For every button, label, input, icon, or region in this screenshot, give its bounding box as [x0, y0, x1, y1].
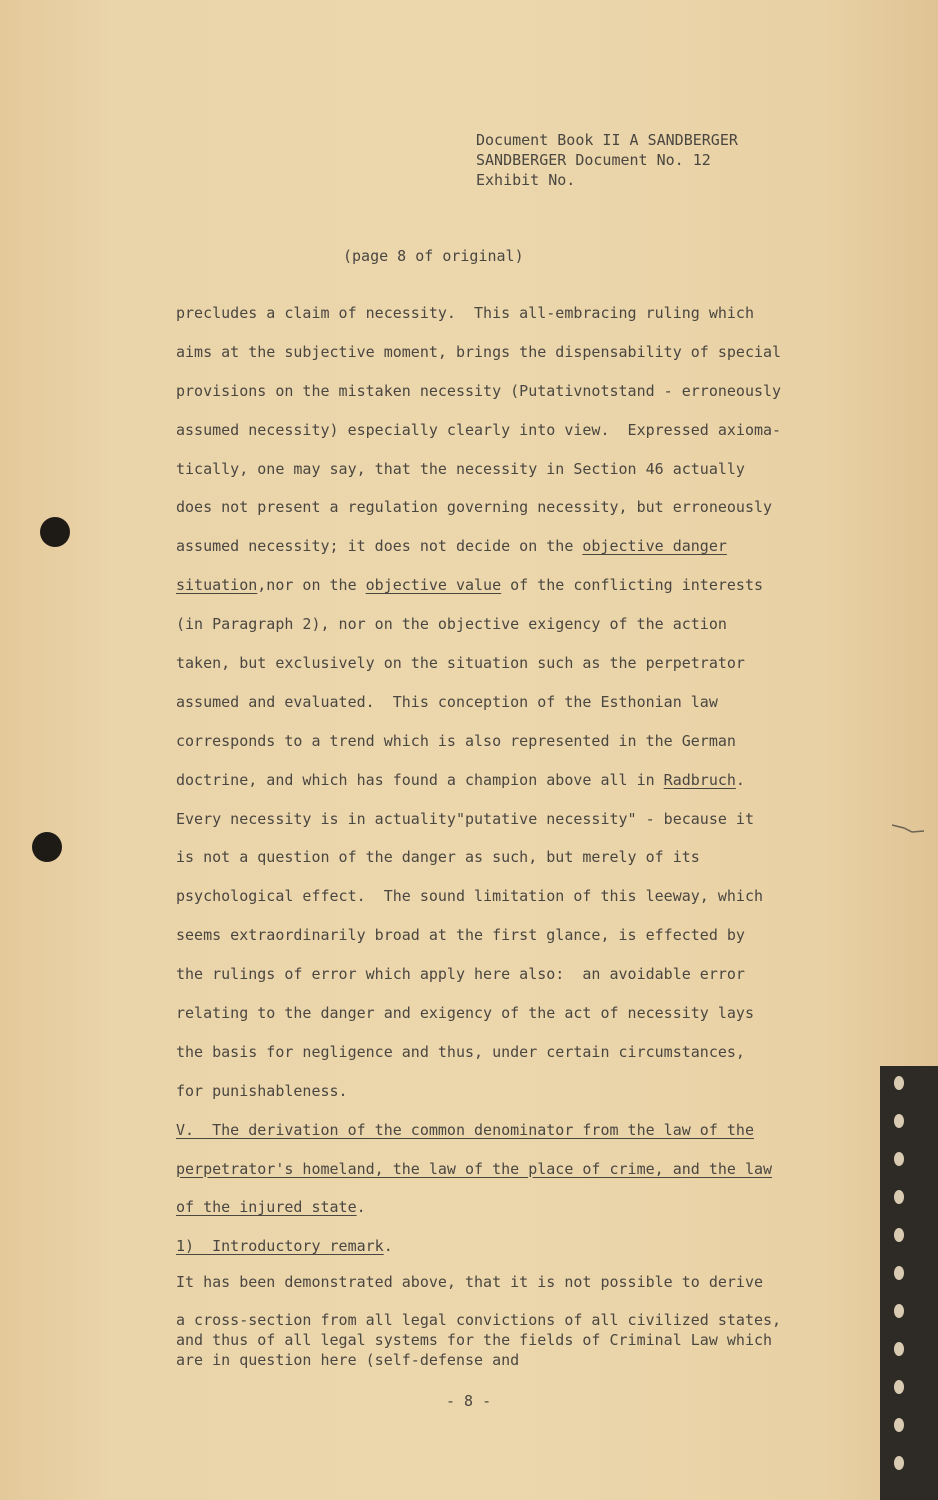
text-line	[176, 572, 836, 611]
text-line: seems extraordinarily broad at the first glance, is effected by	[176, 926, 745, 945]
text-line: assumed necessity) especially clearly into view. Expressed axioma-	[176, 420, 782, 439]
text-line: aims at the subjective moment, brings the dispensability of special	[176, 342, 782, 361]
text-line: corresponds to a trend which is also represented in the German	[176, 731, 736, 750]
underlined-name: Radbruch	[663, 770, 736, 789]
section-heading: of the injured state	[176, 1198, 357, 1217]
text-line: are in question here (self-defense and	[176, 1351, 520, 1370]
binding-hole	[894, 1342, 904, 1356]
text-line: psychological effect. The sound limitation of this leeway, which	[176, 887, 763, 906]
punch-hole-bottom	[32, 832, 62, 862]
header-line-document: SANDBERGER Document No. 12	[476, 151, 711, 169]
text-line: for punishableness.	[176, 1081, 348, 1100]
binding-hole	[894, 1152, 904, 1166]
binding-hole	[894, 1076, 904, 1090]
text-line: It has been demonstrated above, that it is not possible to derive	[176, 1273, 763, 1292]
section-heading-line	[176, 1156, 836, 1195]
text-line: taken, but exclusively on the situation such as the perpetrator	[176, 654, 745, 673]
text-line: does not present a regulation governing necessity, but erroneously	[176, 498, 773, 517]
text-segment: ,nor on the	[257, 576, 366, 595]
section-heading: V. The derivation of the common denominator from the law of the	[176, 1120, 754, 1139]
text-line: the rulings of error which apply here also: an avoidable error	[176, 965, 745, 984]
header-line-exhibit: Exhibit No.	[476, 171, 576, 189]
binding-hole	[894, 1114, 904, 1128]
text-line: and thus of all legal systems for the fields of Criminal Law which	[176, 1331, 773, 1350]
paragraph-gap	[176, 1292, 836, 1310]
subsection-heading: 1) Introductory remark	[176, 1237, 384, 1256]
punch-hole-top	[40, 517, 70, 547]
binding-hole	[894, 1190, 904, 1204]
text-line	[176, 533, 836, 572]
document-body	[176, 300, 836, 1370]
text-segment: .	[383, 1237, 393, 1256]
section-heading-line	[176, 1194, 836, 1233]
text-segment: assumed necessity; it does not decide on the	[176, 537, 583, 556]
page-number: - 8 -	[446, 1392, 492, 1410]
text-line: Every necessity is in actuality"putative necessity" - because it	[176, 809, 754, 828]
pencil-mark	[890, 822, 926, 834]
binding-strip	[880, 1066, 938, 1500]
text-segment: .	[356, 1198, 366, 1217]
binding-hole	[894, 1266, 904, 1280]
text-line: (in Paragraph 2), nor on the objective exigency of the action	[176, 615, 727, 634]
text-segment: of the conflicting interests	[501, 576, 764, 595]
text-line: a cross-section from all legal convictions of all civilized states,	[176, 1311, 782, 1330]
underlined-term: objective value	[365, 576, 502, 595]
binding-hole	[894, 1304, 904, 1318]
text-line: assumed and evaluated. This conception of the Esthonian law	[176, 692, 718, 711]
original-page-reference: (page 8 of original)	[343, 247, 524, 265]
section-heading-line	[176, 1117, 836, 1156]
underlined-term: objective danger	[582, 537, 727, 556]
subsection-heading-line	[176, 1233, 836, 1272]
document-header	[476, 130, 738, 190]
section-heading: perpetrator's homeland, the law of the place of crime, and the law	[176, 1159, 773, 1178]
binding-hole	[894, 1228, 904, 1242]
text-line: the basis for negligence and thus, under certain circumstances,	[176, 1042, 745, 1061]
header-line-book: Document Book II A SANDBERGER	[476, 131, 738, 149]
text-segment: doctrine, and which has found a champion above all in	[176, 770, 664, 789]
text-line: provisions on the mistaken necessity (Putativnotstand - erroneously	[176, 381, 782, 400]
binding-hole	[894, 1456, 904, 1470]
text-line: is not a question of the danger as such, but merely of its	[176, 848, 700, 867]
text-segment: .	[735, 770, 745, 789]
text-line: tically, one may say, that the necessity in Section 46 actually	[176, 459, 745, 478]
binding-hole	[894, 1380, 904, 1394]
text-line: precludes a claim of necessity. This all-embracing ruling which	[176, 304, 754, 322]
binding-hole	[894, 1418, 904, 1432]
text-line: relating to the danger and exigency of the act of necessity lays	[176, 1004, 754, 1023]
underlined-term: situation	[176, 576, 258, 595]
text-line	[176, 767, 836, 806]
